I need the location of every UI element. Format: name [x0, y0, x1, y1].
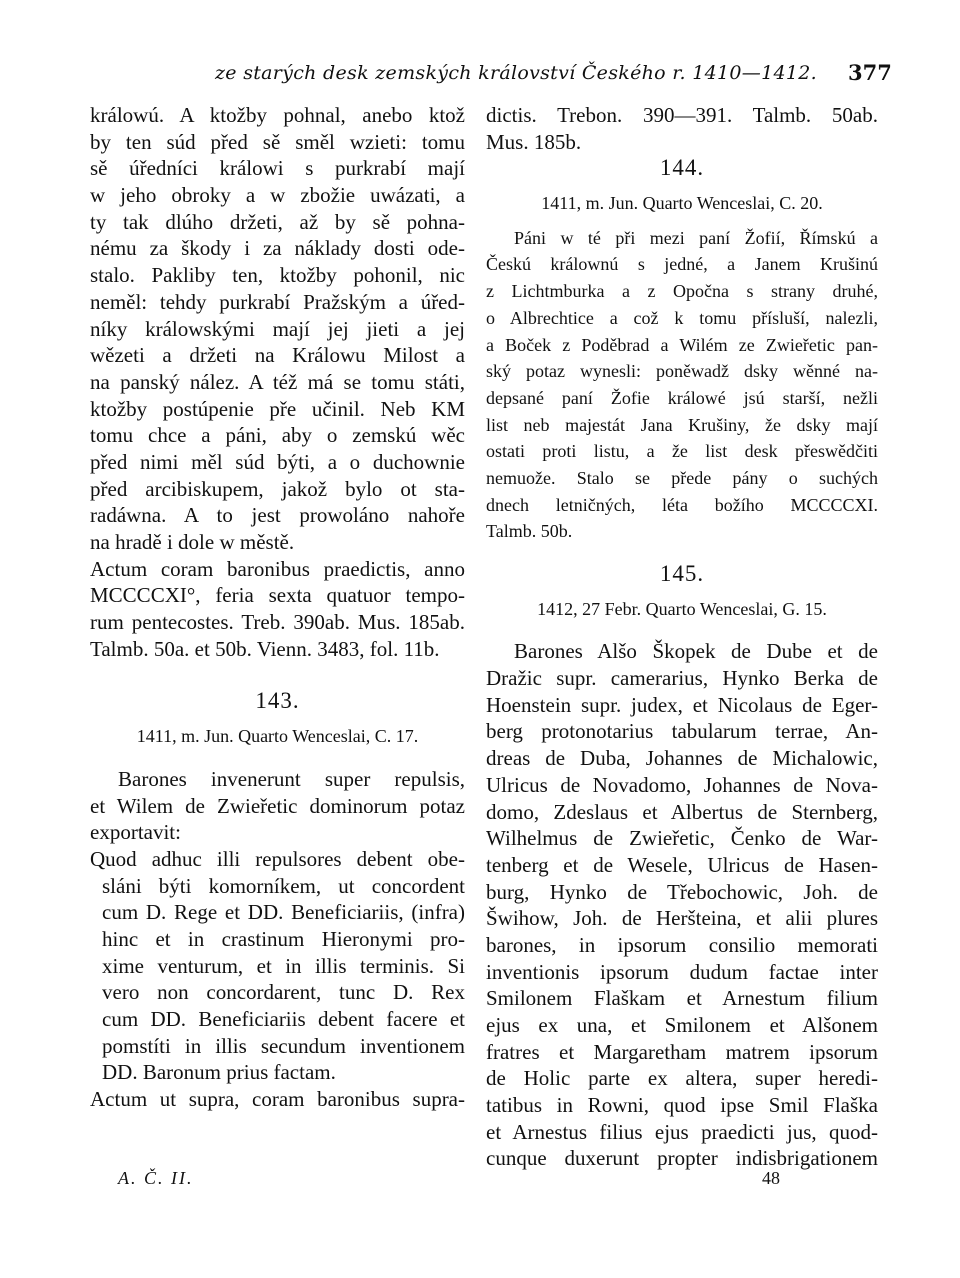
- text-line: stalo. Pakliby ten, ktožby pohonil, nic: [90, 263, 465, 288]
- text-line: Ulricus de Novadomo, Johannes de Nova-: [486, 772, 878, 797]
- text-line: Šwihow, Joh. de Heršteina, et alii plures: [486, 906, 878, 931]
- text-line: hinc et in crastinum Hieronymi pro-: [102, 926, 465, 951]
- page-footer: [0, 1168, 960, 1192]
- text-line: Smilonem Flaškam et Arnestum filium: [486, 986, 878, 1011]
- text-line: Talmb. 50b.: [486, 521, 573, 542]
- text-line: ský potaz wynesli: poněwadž dsky wěnné na-: [486, 361, 878, 382]
- text-line: Actum ut supra, coram baronibus supra-: [90, 1087, 465, 1112]
- text-line: Barones Alšo Škopek de Dube et de: [514, 639, 878, 664]
- text-line: 1412, 27 Febr. Quarto Wenceslai, G. 15.: [537, 598, 827, 619]
- text-line: neměl: tehdy purkrabí Pražským a úřed-: [90, 289, 465, 314]
- text-line: králowú. A ktožby pohnal, anebo ktož: [90, 103, 465, 127]
- spacer: [486, 588, 878, 596]
- text-line: nému za škody i za náklady dosti ode-: [90, 236, 465, 261]
- text-line: sláni býti komorníkem, ut concordent: [102, 873, 465, 898]
- printer-signature: A. Č. II.: [118, 1168, 194, 1188]
- spacer: [486, 622, 878, 638]
- spacer: [90, 662, 465, 688]
- text-line: et Arnestus filius ejus praedicti jus, quod-: [486, 1119, 878, 1144]
- text-line: Quod adhuc illi repulsores debent obe-: [90, 846, 465, 871]
- text-line: ktožby postúpenie pře učinil. Neb KM: [90, 396, 465, 421]
- text-line: inventionis ipsorum dudum factae inter: [486, 959, 878, 984]
- text-line: domo, Zdeslaus et Albertus de Sternberg,: [486, 799, 878, 824]
- page-number: 377: [848, 60, 892, 85]
- spacer: [90, 750, 465, 766]
- text-line: 1411, m. Jun. Quarto Wenceslai, C. 17.: [136, 726, 419, 747]
- text-line: nemuože. Stalo se přede pány o suchých: [486, 467, 878, 488]
- text-line: xime venturum, et in illis terminis. Si: [102, 953, 465, 978]
- text-line: tomu chce a páni, aby o zemskú wěc: [90, 423, 465, 448]
- text-line: z Lichtmburka a z Opočna s strany druhé,: [486, 281, 878, 302]
- text-line: Páni w té při mezi paní Žofií, Římskú a: [514, 227, 878, 248]
- text-line: rum pentecostes. Treb. 390ab. Mus. 185ab.: [90, 610, 465, 635]
- text-line: níky králowskými mají jej jieti a jej: [90, 316, 465, 341]
- text-line: sě úředníci králowi s purkrabí mají: [90, 156, 465, 181]
- text-line: Barones invenerunt super repulsis,: [118, 766, 465, 791]
- text-line: exportavit:: [90, 820, 181, 845]
- text-line: by ten súd před sě směl wzieti: tomu: [90, 129, 465, 154]
- text-line: před arcibiskupem, jakož bylo ot sta-: [90, 476, 465, 501]
- text-line: wězeti a držeti na Králowu Milost a: [90, 343, 465, 368]
- text-line: Talmb. 50a. et 50b. Vienn. 3483, fol. 11b.: [90, 636, 440, 661]
- text-line: tatibus in Rowni, quod ipse Smil Flaška: [486, 1093, 878, 1118]
- section-number: 145.: [659, 561, 705, 586]
- text-line: na panský nález. A též má se tomu státi,: [90, 369, 465, 394]
- text-line: de Holic parte ex altera, super heredi-: [486, 1066, 878, 1091]
- text-line: cum DD. Beneficiariis debent facere et: [102, 1007, 465, 1031]
- text-line: pomstíti in illis secundum inventionem: [102, 1033, 465, 1058]
- text-line: depsané paní Žofie králowé jsú starší, nežli: [486, 387, 878, 408]
- text-line: et Wilem de Zwieřetic dominorum potaz: [90, 793, 465, 818]
- text-line: radáwna. A to jest prowoláno nahoře: [90, 503, 465, 528]
- text-line: Wilhelmus de Zwieřetic, Čenko de War-: [486, 826, 878, 851]
- text-line: Mus. 185b.: [486, 129, 582, 154]
- spacer: [486, 182, 878, 190]
- text-line: 1411, m. Jun. Quarto Wenceslai, C. 20.: [541, 193, 823, 214]
- sheet-number: 48: [762, 1168, 780, 1188]
- page-header: [0, 62, 960, 92]
- right-column: [486, 102, 878, 1172]
- text-line: cum D. Rege et DD. Beneficiariis, (infra): [102, 900, 465, 925]
- section-number: 144.: [659, 155, 705, 181]
- text-line: MCCCCXI°, feria sexta quatuor tempo-: [90, 583, 465, 608]
- spacer: [486, 545, 878, 561]
- text-line: vero non concordarent, tunc D. Rex: [102, 980, 465, 1005]
- text-line: cunque duxerunt propter indisbrigationem: [486, 1146, 878, 1171]
- text-line: fratres et Margaretham matrem ipsorum: [486, 1039, 878, 1064]
- text-line: list neb majestát Jana Krušiny, že dsky mají: [486, 414, 878, 435]
- spacer: [90, 715, 465, 723]
- text-line: a Boček z Poděbrad a Wilém ze Zwieřetic pan-: [486, 334, 878, 355]
- text-line: DD. Baronum prius factam.: [102, 1060, 336, 1085]
- text-line: berg protonotarius tabularum terrae, An-: [486, 719, 878, 744]
- text-line: Actum coram baronibus praedictis, anno: [90, 556, 465, 581]
- text-line: Hoenstein supr. judex, et Nicolaus de Eger-: [486, 692, 878, 717]
- text-line: o Albrechtice a což k tomu přísluší, nalezli,: [486, 307, 878, 328]
- text-line: ty tak dlúho držeti, až by sě pohna-: [90, 209, 465, 234]
- text-line: dnech letničných, léta božího MCCCCXI.: [486, 494, 878, 515]
- text-line: ejus ex una, et Smilonem et Alšonem: [486, 1013, 878, 1037]
- text-line: Českú králownú s jedné, a Janem Krušinú: [486, 254, 878, 275]
- text-line: ostati proti listu, a že list desk přeswědčiti: [486, 441, 878, 462]
- left-column: [90, 102, 465, 1113]
- text-line: burg, Hynko de Třebochowic, Joh. de: [486, 879, 878, 904]
- text-line: na hradě i dole w městě.: [90, 530, 295, 554]
- text-line: barones, in ipsorum consilio memorati: [486, 932, 878, 957]
- text-line: tenberg et de Wesele, Ulricus de Hasen-: [486, 852, 878, 877]
- text-line: w jeho obroky a w zbožie uwázati, a: [90, 183, 465, 208]
- text-line: dictis. Trebon. 390—391. Talmb. 50ab.: [486, 103, 878, 127]
- text-line: dreas de Duba, Johannes de Michalowic,: [486, 746, 878, 771]
- section-number: 143.: [255, 688, 300, 714]
- text-line: před nimi měl súd býti, a o duchownie: [90, 449, 465, 474]
- spacer: [486, 217, 878, 225]
- running-title: ze starých desk zemských království Českého r. 1410—1412.: [215, 62, 817, 84]
- text-line: Dražic supr. camerarius, Hynko Berka de: [486, 666, 878, 691]
